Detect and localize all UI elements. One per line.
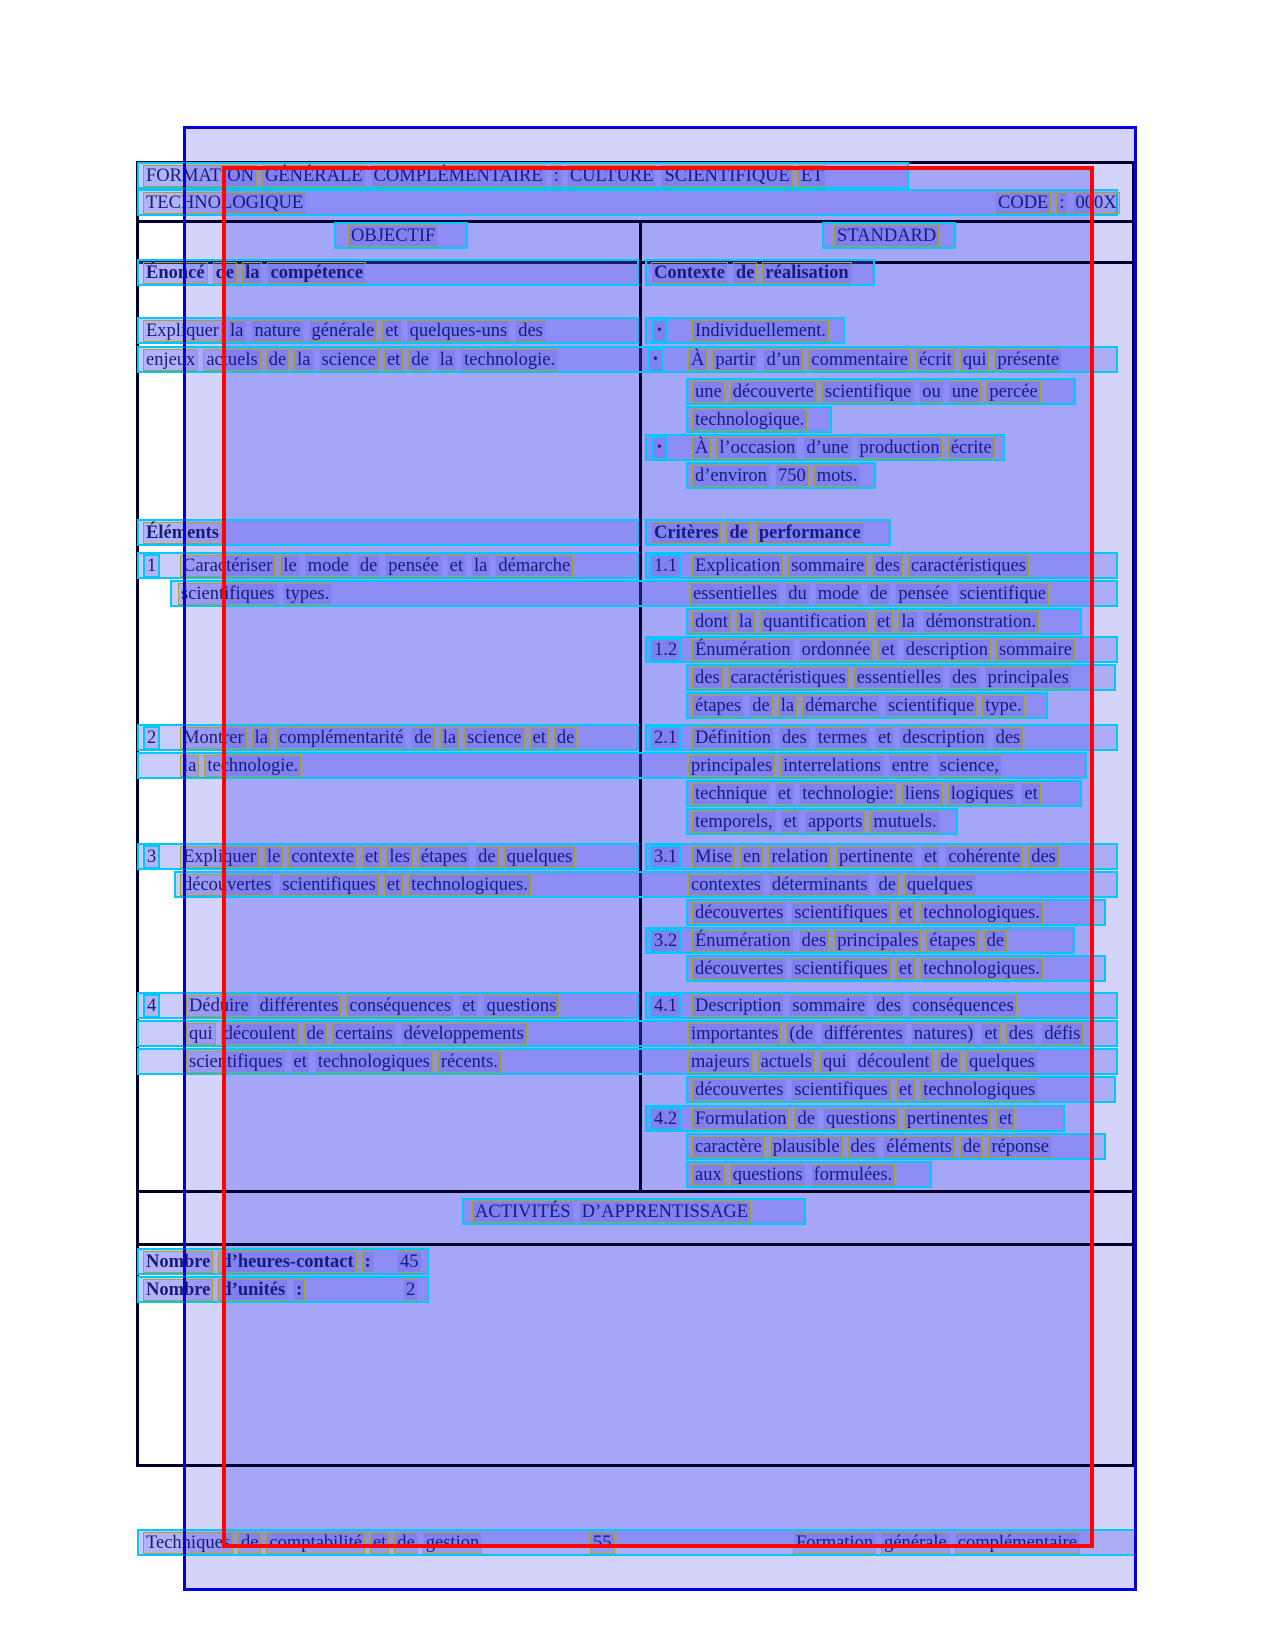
ocr-word-box: sommaire — [788, 555, 867, 577]
ocr-word-box: 1 — [143, 554, 160, 578]
ocr-word-box: contextes — [688, 874, 764, 896]
ocr-word-box: scientifique — [822, 381, 914, 403]
ocr-word-box: du — [785, 583, 810, 605]
ocr-word-box: Éléments — [143, 522, 222, 544]
ocr-word-box: pensée — [895, 583, 951, 605]
ocr-word-box: technologiques. — [920, 902, 1043, 924]
ocr-word-box: et — [996, 1108, 1015, 1130]
ocr-word-box: technologique. — [692, 409, 807, 431]
ocr-word-box: la — [778, 695, 797, 717]
ocr-word-box: Expliquer — [180, 846, 259, 868]
ocr-word-box: et — [896, 958, 915, 980]
ocr-word-box: 4.1 — [650, 994, 681, 1018]
ocr-word-box: (de — [786, 1023, 816, 1045]
ocr-word-box: conséquences — [346, 995, 454, 1017]
ocr-word-box: la — [898, 611, 917, 633]
ocr-word-box: COMPLÉMENTAIRE — [371, 165, 546, 187]
ocr-word-box: étapes — [418, 846, 470, 868]
ocr-word-box: cohérente — [945, 846, 1023, 868]
ocr-word-box: Définition — [692, 727, 774, 749]
ocr-word-box: gestion — [423, 1532, 482, 1554]
ocr-word-box: quantification — [760, 611, 869, 633]
ocr-word-box: quelques — [966, 1051, 1038, 1073]
ocr-word-box: de — [554, 727, 577, 749]
ocr-word-box: découvertes — [180, 874, 274, 896]
ocr-word-box: Individuellement. — [692, 320, 829, 342]
ocr-word-box: qui — [820, 1051, 850, 1073]
ocr-word-box: type. — [982, 695, 1024, 717]
ocr-word-box: Critères — [651, 522, 721, 544]
ocr-word-box: CODE — [995, 192, 1051, 214]
ocr-word-box: de — [749, 695, 772, 717]
ocr-word-box: de — [304, 1023, 327, 1045]
ocr-word-box: Énoncé — [143, 262, 208, 284]
ocr-word-box: différentes — [821, 1023, 906, 1045]
ocr-word-box: quelques-uns — [407, 320, 511, 342]
ocr-word-box: entre — [889, 755, 932, 777]
ocr-word-box: questions — [823, 1108, 899, 1130]
ocr-word-box: Nombre — [143, 1251, 213, 1273]
ocr-word-box: et — [384, 874, 403, 896]
ocr-word-box: découvertes — [692, 958, 786, 980]
ocr-word-box: de — [213, 262, 238, 284]
ocr-word-box: FORMATION — [143, 165, 257, 187]
ocr-word-box: technologiques. — [408, 874, 531, 896]
ocr-word-box: caractéristiques — [728, 667, 849, 689]
ocr-word-box: 1.1 — [650, 554, 681, 578]
ocr-word-box: dont — [692, 611, 731, 633]
ocr-word-box: pertinentes — [904, 1108, 991, 1130]
ocr-word-box: À — [692, 437, 711, 459]
ocr-word-box: étapes — [926, 930, 978, 952]
ocr-word-box: science, — [937, 755, 1002, 777]
ocr-word-box: actuels — [758, 1051, 815, 1073]
ocr-word-box: technologiques — [315, 1051, 433, 1073]
ocr-word-box: 3.2 — [650, 929, 681, 953]
ocr-word-box: la — [437, 349, 456, 371]
ocr-word-box: des — [692, 667, 723, 689]
ocr-word-box: déterminants — [769, 874, 871, 896]
ocr-word-box: des — [1028, 846, 1059, 868]
ocr-word-box: 2 — [143, 726, 160, 750]
ocr-word-box: technologie. — [461, 349, 558, 371]
ocr-word-box: aux — [692, 1164, 725, 1186]
ocr-word-box: Techniques — [143, 1532, 233, 1554]
annotation-focus-rect — [222, 166, 1094, 1548]
ocr-word-box: ET — [798, 165, 827, 187]
ocr-word-box: Description — [692, 995, 784, 1017]
ocr-word-box: de — [875, 874, 898, 896]
ocr-word-box: écrite — [948, 437, 995, 459]
ocr-word-box: apports — [805, 811, 865, 833]
ocr-word-box: de — [408, 349, 431, 371]
ocr-word-box: et — [775, 783, 794, 805]
ocr-word-box: complémentaire — [955, 1532, 1080, 1554]
ocr-word-box: la — [252, 727, 271, 749]
ocr-word-box: de — [938, 1051, 961, 1073]
ocr-word-box: de — [960, 1136, 983, 1158]
ocr-word-box: 000X — [1073, 192, 1120, 214]
ocr-word-box: sommaire — [789, 995, 868, 1017]
ocr-word-box: Nombre — [143, 1279, 213, 1301]
ocr-word-box: pensée — [385, 555, 441, 577]
ocr-word-box: Formation — [793, 1532, 876, 1554]
ocr-word-box: éléments — [883, 1136, 955, 1158]
ocr-word-box: d’unités — [218, 1279, 288, 1301]
ocr-word-box: science — [464, 727, 524, 749]
ocr-word-box: qui — [186, 1023, 216, 1045]
ocr-word-box: enjeux — [143, 349, 198, 371]
ocr-word-box: le — [280, 555, 299, 577]
ocr-word-box: réponse — [988, 1136, 1052, 1158]
ocr-word-box: découvertes — [692, 902, 786, 924]
ocr-word-box: de — [357, 555, 380, 577]
ocr-word-box: des — [515, 320, 546, 342]
ocr-word-box: et — [874, 611, 893, 633]
ocr-text-run — [143, 846, 160, 867]
ocr-word-box: des — [848, 1136, 879, 1158]
ocr-word-box: et — [878, 639, 897, 661]
ocr-word-box: Explication — [692, 555, 783, 577]
ocr-word-box: SCIENTIFIQUE — [661, 165, 792, 187]
ocr-word-box: des — [872, 555, 903, 577]
ocr-word-box: technique — [692, 783, 770, 805]
ocr-word-box: une — [692, 381, 725, 403]
ocr-word-box: 55 — [590, 1532, 615, 1554]
ocr-word-box: • — [648, 348, 663, 372]
ocr-word-box: mots. — [814, 465, 861, 487]
ocr-word-box: de — [411, 727, 434, 749]
ocr-word-box: de — [394, 1532, 417, 1554]
ocr-word-box: • — [652, 436, 667, 460]
ocr-word-box: les — [386, 846, 413, 868]
ocr-word-box: et — [447, 555, 466, 577]
ocr-word-box: STANDARD — [834, 225, 939, 247]
ocr-word-box: production — [857, 437, 943, 459]
ocr-word-box: découlent — [221, 1023, 299, 1045]
ocr-word-box: scientifiques — [791, 902, 891, 924]
ocr-word-box: OBJECTIF — [348, 225, 438, 247]
ocr-word-box: et — [382, 320, 401, 342]
ocr-word-box: comptabilité — [266, 1532, 364, 1554]
ocr-word-box: science — [319, 349, 379, 371]
ocr-word-box: découlent — [855, 1051, 933, 1073]
ocr-word-box: développements — [401, 1023, 527, 1045]
ocr-word-box: la — [471, 555, 490, 577]
ocr-word-box: Formulation — [692, 1108, 789, 1130]
ocr-word-box: d’un — [763, 349, 803, 371]
ocr-word-box: ou — [919, 381, 944, 403]
ocr-word-box: l’occasion — [716, 437, 798, 459]
ocr-word-box: technologiques. — [920, 958, 1043, 980]
ocr-word-box: scientifiques — [178, 583, 278, 605]
ocr-word-box: mode — [815, 583, 862, 605]
ocr-word-box: Contexte — [651, 262, 728, 284]
ocr-word-box: nature — [251, 320, 303, 342]
ocr-word-box: essentielles — [690, 583, 780, 605]
ocr-word-box: la — [736, 611, 755, 633]
ocr-word-box: technologiques — [920, 1079, 1038, 1101]
ocr-word-box: majeurs — [688, 1051, 753, 1073]
ocr-word-box: mode — [305, 555, 352, 577]
ocr-word-box: 45 — [397, 1251, 422, 1273]
ocr-word-box: de — [266, 349, 289, 371]
ocr-word-box: et — [781, 811, 800, 833]
ocr-word-box: complémentarité — [276, 727, 406, 749]
ocr-word-box: la — [180, 755, 199, 777]
ocr-word-box: découverte — [730, 381, 817, 403]
ocr-word-box: la — [227, 320, 246, 342]
ocr-word-box: et — [921, 846, 940, 868]
ocr-word-box: démonstration. — [923, 611, 1039, 633]
ocr-word-box: des — [1006, 1023, 1037, 1045]
ocr-word-box: types. — [283, 583, 333, 605]
ocr-word-box: 4 — [143, 994, 160, 1018]
ocr-word-box: ACTIVITÉS — [472, 1201, 574, 1223]
ocr-word-box: 1.2 — [650, 638, 681, 662]
ocr-word-box: partir — [712, 349, 758, 371]
ocr-word-box: formulées. — [811, 1164, 896, 1186]
ocr-word-box: Déduire — [186, 995, 252, 1017]
ocr-word-box: natures) — [911, 1023, 977, 1045]
ocr-word-box: démarche — [802, 695, 880, 717]
ocr-word-box: principales — [834, 930, 921, 952]
ocr-word-box: description — [903, 639, 991, 661]
ocr-word-box: GÉNÉRALE — [262, 165, 366, 187]
ocr-word-box: de — [475, 846, 498, 868]
ocr-word-box: Expliquer — [143, 320, 222, 342]
ocr-word-box: une — [949, 381, 982, 403]
ocr-word-box: termes — [815, 727, 870, 749]
ocr-word-box: logiques — [948, 783, 1017, 805]
ocr-word-box: relation — [768, 846, 831, 868]
ocr-word-box: technologie. — [204, 755, 301, 777]
ocr-word-box: de — [238, 1532, 261, 1554]
ocr-word-box: et — [370, 1532, 389, 1554]
ocr-word-box: technologie: — [799, 783, 896, 805]
ocr-word-box: des — [779, 727, 810, 749]
ocr-word-box: • — [652, 319, 667, 343]
ocr-word-box: des — [993, 727, 1024, 749]
ocr-word-box: étapes — [692, 695, 744, 717]
ocr-word-box: 750 — [775, 465, 809, 487]
ocr-word-box: : — [293, 1279, 305, 1301]
ocr-word-box: écrit — [916, 349, 955, 371]
ocr-word-box: générale — [881, 1532, 950, 1554]
ocr-word-box: temporels, — [692, 811, 776, 833]
ocr-word-box: en — [740, 846, 763, 868]
ocr-word-box: principales — [688, 755, 775, 777]
ocr-word-box: 4.2 — [650, 1107, 681, 1131]
ocr-word-box: À — [688, 349, 707, 371]
ocr-word-box: la — [440, 727, 459, 749]
ocr-word-box: : — [362, 1251, 374, 1273]
ocr-word-box: de — [867, 583, 890, 605]
ocr-word-box: différentes — [257, 995, 342, 1017]
ocr-word-box: 3 — [143, 845, 160, 869]
ocr-word-box: essentielles — [854, 667, 944, 689]
ocr-word-box: ordonnée — [799, 639, 874, 661]
ocr-word-box: description — [899, 727, 987, 749]
ocr-word-box: découvertes — [692, 1079, 786, 1101]
ocr-word-box: Mise — [692, 846, 735, 868]
ocr-word-box: commentaire — [808, 349, 911, 371]
ocr-word-box: scientifique — [957, 583, 1049, 605]
ocr-text-run — [143, 727, 160, 748]
ocr-word-box: la — [294, 349, 313, 371]
ocr-word-box: de — [726, 522, 751, 544]
ocr-word-box: et — [875, 727, 894, 749]
ocr-word-box: de — [733, 262, 758, 284]
ocr-word-box: présente — [994, 349, 1062, 371]
ocr-word-box: de — [794, 1108, 817, 1130]
ocr-word-box: conséquences — [909, 995, 1017, 1017]
ocr-word-box: et — [981, 1023, 1000, 1045]
ocr-word-box: Énumération — [692, 930, 794, 952]
ocr-word-box: défis — [1041, 1023, 1083, 1045]
ocr-word-box: Énumération — [692, 639, 794, 661]
ocr-word-box: Montrer — [180, 727, 247, 749]
ocr-word-box: quelques — [504, 846, 576, 868]
ocr-word-box: scientifique — [885, 695, 977, 717]
ocr-word-box: et — [362, 846, 381, 868]
ocr-word-box: CULTURE — [567, 165, 657, 187]
ocr-word-box: interrelations — [780, 755, 884, 777]
ocr-word-box: d’environ — [692, 465, 770, 487]
ocr-word-box: importantes — [688, 1023, 781, 1045]
ocr-word-box: mutuels. — [870, 811, 939, 833]
ocr-word-box: caractère — [692, 1136, 765, 1158]
ocr-word-box: questions — [483, 995, 559, 1017]
ocr-word-box: performance — [756, 522, 864, 544]
ocr-word-box: pertinente — [836, 846, 916, 868]
ocr-word-box: scientifiques — [186, 1051, 286, 1073]
ocr-word-box: des — [949, 667, 980, 689]
ocr-word-box: caractéristiques — [908, 555, 1029, 577]
ocr-word-box: 3.1 — [650, 845, 681, 869]
ocr-word-box: d’heures-contact — [218, 1251, 356, 1273]
ocr-word-box: réalisation — [762, 262, 851, 284]
ocr-word-box: quelques — [904, 874, 976, 896]
ocr-word-box: et — [1021, 783, 1040, 805]
ocr-word-box: compétence — [267, 262, 365, 284]
ocr-word-box: d’une — [803, 437, 851, 459]
ocr-word-box: et — [530, 727, 549, 749]
ocr-word-box: percée — [986, 381, 1040, 403]
ocr-word-box: scientifiques — [791, 958, 891, 980]
ocr-word-box: contexte — [288, 846, 357, 868]
ocr-word-box: 2 — [403, 1279, 418, 1301]
ocr-word-box: et — [896, 902, 915, 924]
ocr-word-box: certains — [332, 1023, 396, 1045]
ocr-word-box: générale — [309, 320, 378, 342]
ocr-word-box: principales — [985, 667, 1072, 689]
ocr-word-box: questions — [730, 1164, 806, 1186]
ocr-word-box: 2.1 — [650, 726, 681, 750]
ocr-word-box: : — [1056, 192, 1067, 214]
ocr-word-box: D’APPRENTISSAGE — [579, 1201, 752, 1223]
ocr-word-box: liens — [902, 783, 943, 805]
ocr-word-box: : — [551, 165, 562, 187]
ocr-word-box: et — [384, 349, 403, 371]
ocr-word-box: scientifiques — [791, 1079, 891, 1101]
ocr-word-box: des — [799, 930, 830, 952]
ocr-word-box: la — [242, 262, 262, 284]
ocr-word-box: sommaire — [996, 639, 1075, 661]
ocr-word-box: scientifiques — [279, 874, 379, 896]
ocr-word-box: de — [984, 930, 1007, 952]
ocr-word-box: démarche — [495, 555, 573, 577]
ocr-word-box: des — [873, 995, 904, 1017]
ocr-word-box: récents. — [438, 1051, 501, 1073]
ocr-word-box: actuels — [203, 349, 260, 371]
ocr-word-box: et — [896, 1079, 915, 1101]
ocr-word-box: qui — [960, 349, 990, 371]
ocr-word-box: et — [291, 1051, 310, 1073]
ocr-word-box: TECHNOLOGIQUE — [143, 192, 306, 214]
ocr-word-box: plausible — [770, 1136, 843, 1158]
ocr-word-box: le — [264, 846, 283, 868]
ocr-text-run — [143, 995, 160, 1016]
ocr-word-box: Caractériser — [180, 555, 275, 577]
ocr-word-box: et — [459, 995, 478, 1017]
ocr-text-run — [143, 555, 160, 576]
